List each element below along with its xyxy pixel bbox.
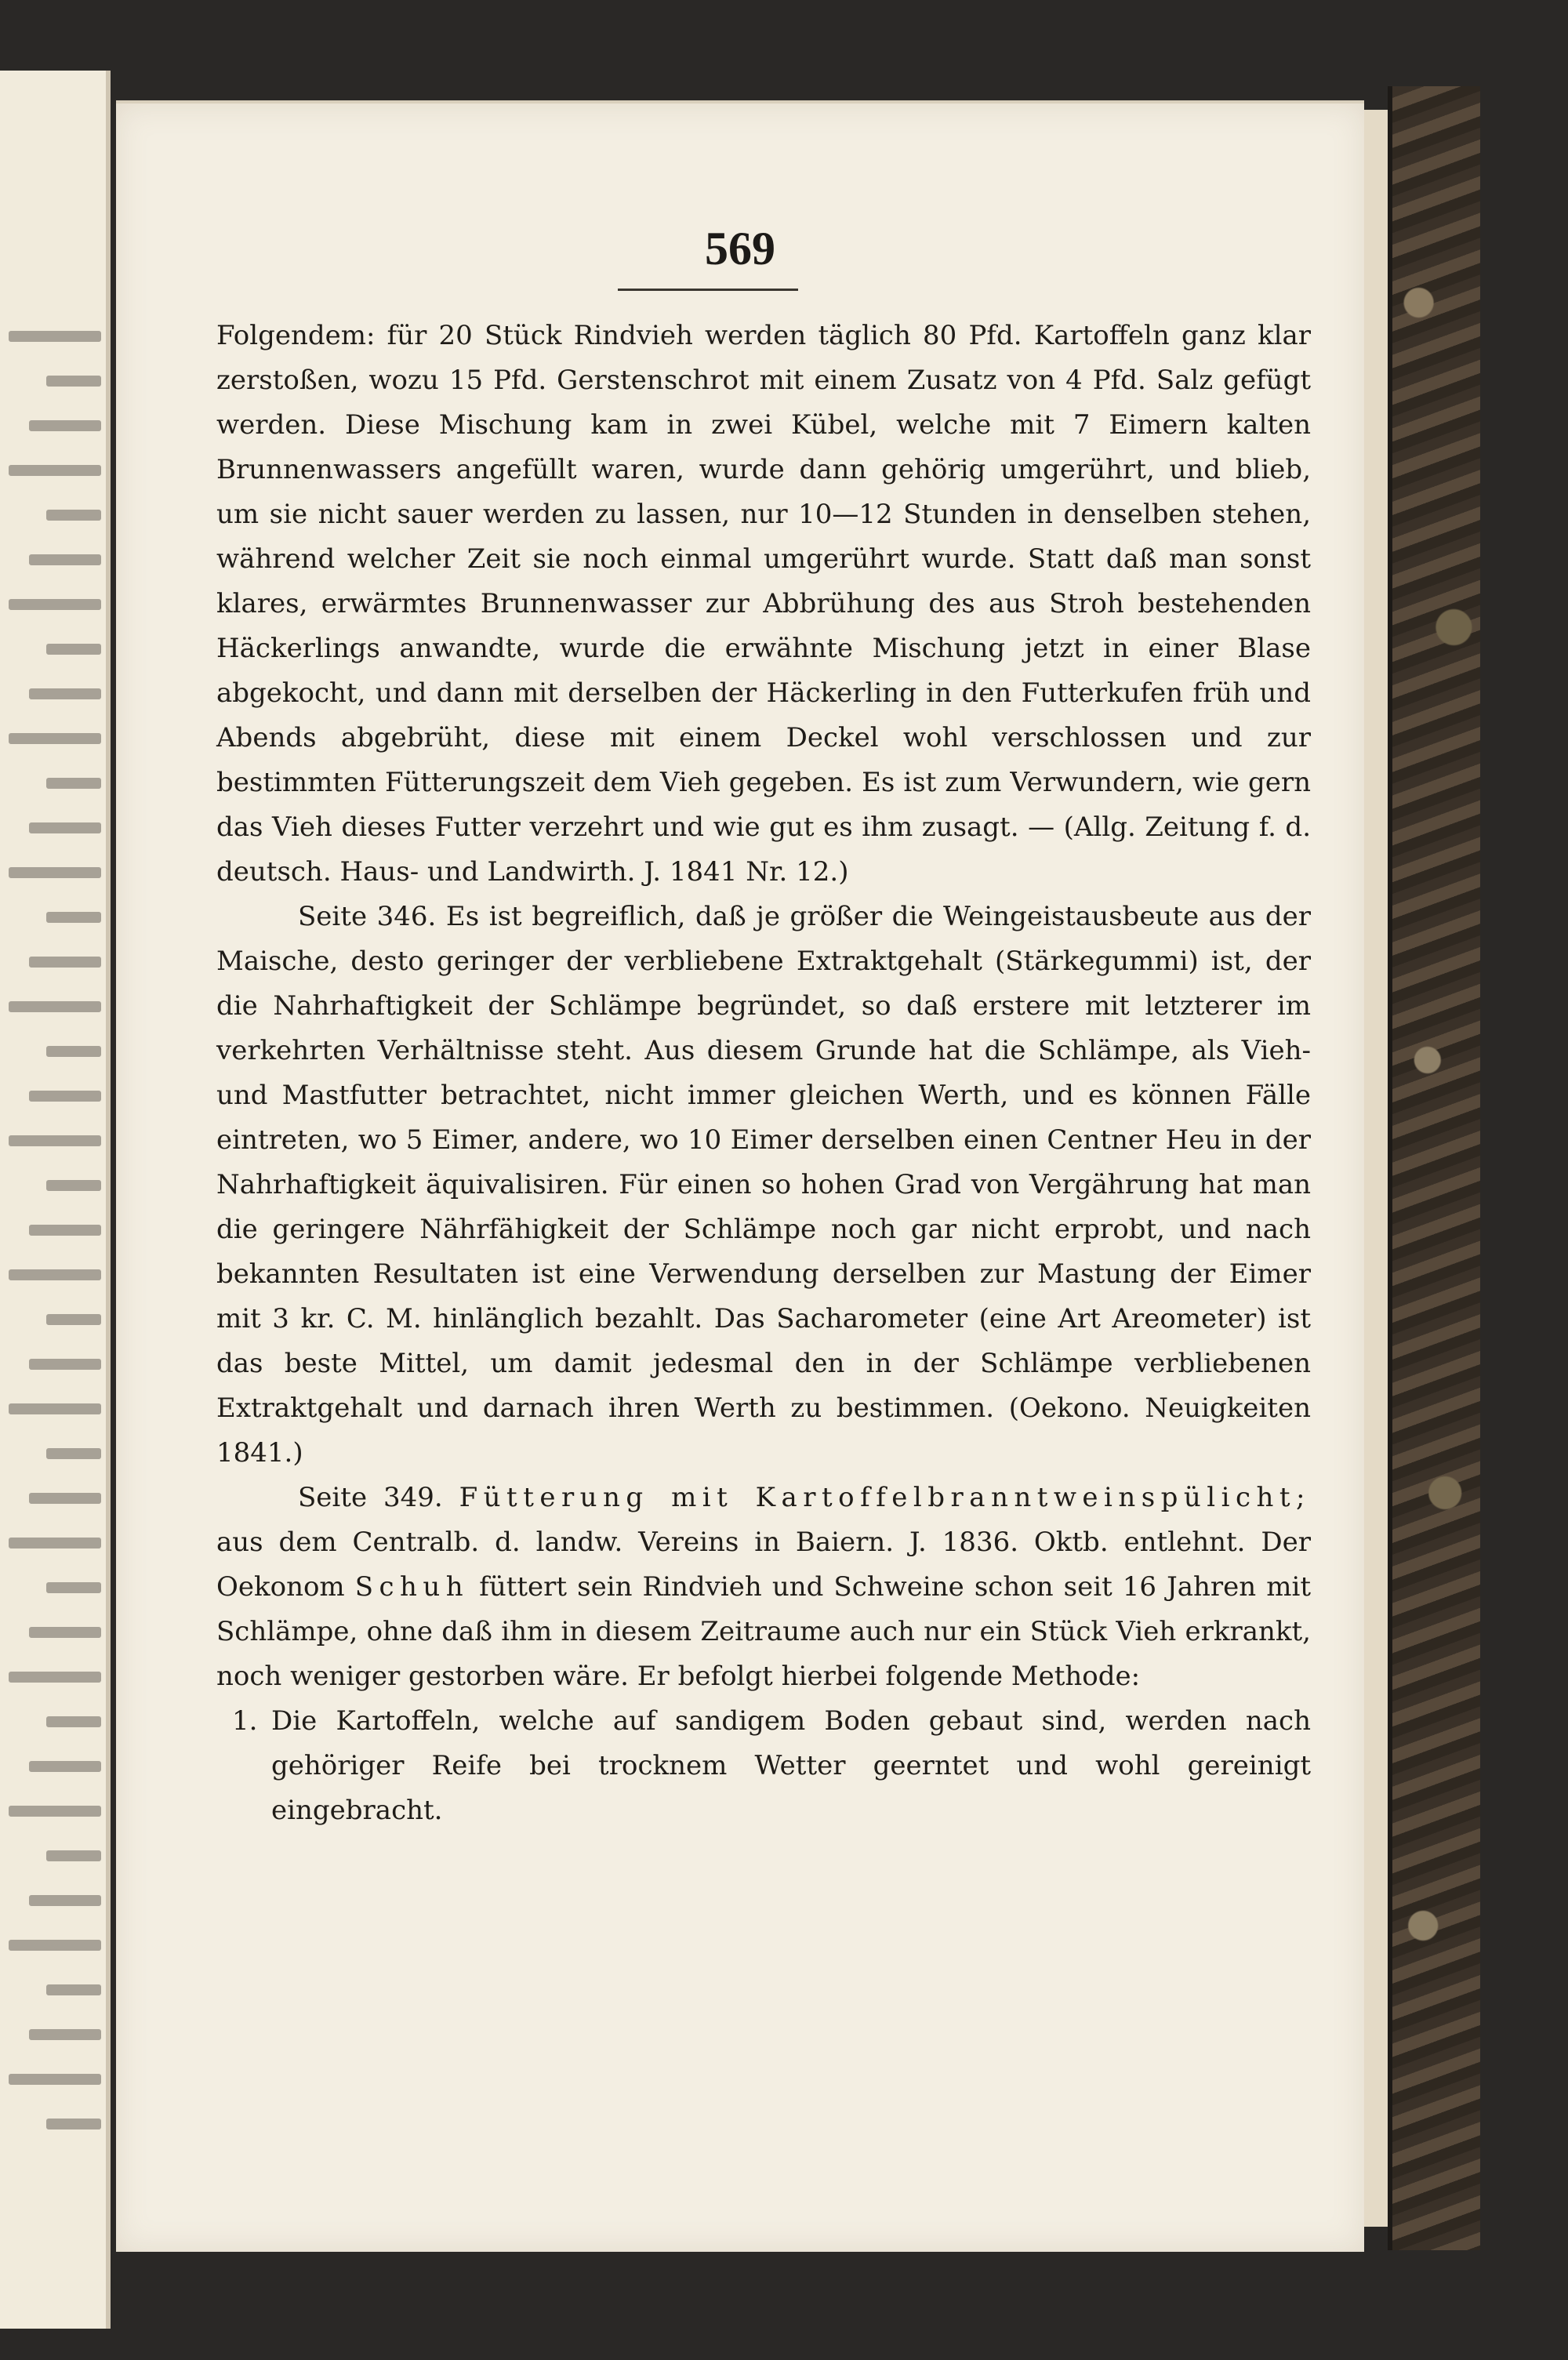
section-ref: Seite 349. [298,1482,443,1513]
section-heading-spaced: Fütterung mit Kartoffelbranntweinspülicht; [459,1482,1311,1513]
person-name-spaced: Schuh [354,1571,470,1603]
facing-page-text-fragments [0,314,106,2146]
facing-page-edge [0,71,111,2329]
page-body [216,314,1311,1833]
page-number-rule [618,289,798,291]
paragraph-text: aus dem Centralb. d. landw. Vereins in Baiern. J. 1836. Oktb. entlehnt. Der Oekonom [216,1527,1311,1603]
paragraph: Seite 346. Es ist begreiflich, daß je größer die Weingeistausbeute aus der Maische, desto geringer der verbliebene Extraktgehalt (Stärkegummi) ist, der die Nahrhaftigkeit der Schlämpe begründet, so daß erstere mit letzterer im verkehrten Verhältnisse steht. Aus diesem Grunde hat die Schlämpe, als Vieh- und Mastfutter betrachtet, nicht immer gleichen Werth, und es können Fälle eintreten, wo 5 Eimer, andere, wo 10 Eimer derselben einen Centner Heu in der Nahrhaftigkeit äquivalisiren. Für einen so hohen Grad von Vergährung hat man die geringere Nährfähigkeit der Schlämpe noch gar nicht erprobt, und nach bekannten Resultaten ist eine Verwendung derselben zur Mastung der Eimer mit 3 kr. C. M. hinlänglich bezahlt. Das Sacharometer (eine Art Areometer) ist das beste Mittel, um damit jedesmal den in der Schlämpe verbliebenen Extraktgehalt und darnach ihren Werth zu bestimmen. (Oekono. Neuigkeiten 1841.) [216,901,1311,1469]
book-page [116,100,1364,2252]
paragraph-text: füttert sein Rindvieh und Schweine schon seit 16 Jahren mit Schlämpe, ohne daß ihm in diesem Zeitraume auch nur ein Stück Vieh erkrankt, noch weniger gestorben wäre. Er befolgt hierbei folgende Methode: [216,1571,1312,1692]
list-item [216,1699,1311,1833]
paragraph: Folgendem: für 20 Stück Rindvieh werden täglich 80 Pfd. Kartoffeln ganz klar zerstoßen, wozu 15 Pfd. Gerstenschrot mit einem Zusatz von 4 Pfd. Salz gefügt werden. Diese Mischung kam in zwei Kübel, welche mit 7 Eimern kalten Brunnenwassers angefüllt waren, wurde dann gehörig umgerührt, und blieb, um sie nicht sauer werden zu lassen, nur 10—12 Stunden in denselben stehen, während welcher Zeit sie noch einmal umgerührt wurde. Statt daß man sonst klares, erwärmtes Brunnenwasser zur Abbrühung des aus Stroh bestehenden Häckerlings anwandte, wurde die erwähnte Mischung jetzt in einer Blase abgekocht, und dann mit derselben der Häckerling in den Futterkufen früh und Abends abgebrüht, diese mit einem Deckel wohl verschlossen und zur bestimmten Fütterungszeit dem Vieh gegeben. Es ist zum Verwundern, wie gern das Vieh dieses Futter verzehrt und wie gut es ihm zusagt. — (Allg. Zeitung f. d. deutsch. Haus- und Landwirth. J. 1841 Nr. 12.) [216,320,1311,888]
list-item-number: 1. [232,1705,258,1737]
paragraph [216,1476,1311,1699]
page-number: 569 [705,223,775,274]
list-item-text: Die Kartoffeln, welche auf sandigem Boden gebaut sind, werden nach gehöriger Reife bei trocknem Wetter geerntet und wohl gereinigt eingebracht. [271,1705,1311,1826]
marbled-book-edge [1388,86,1480,2250]
